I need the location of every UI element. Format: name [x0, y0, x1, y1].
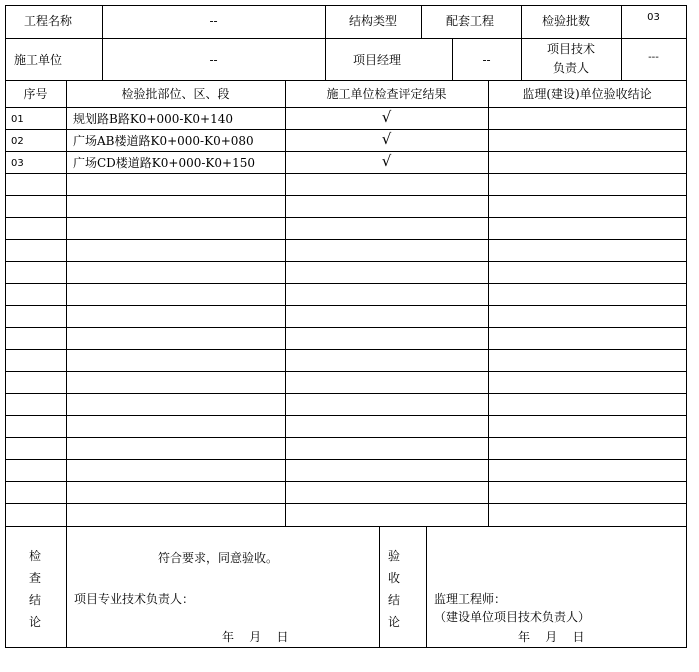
- project-manager-value: --: [482, 53, 491, 67]
- table-row-divider: [5, 217, 687, 218]
- table-row-divider: [5, 481, 687, 482]
- row-2-check-icon: √: [381, 130, 392, 148]
- row-3-no: 03: [11, 158, 24, 169]
- supervisor-sub: （建设单位项目技术负责人）: [434, 610, 591, 624]
- row-2-location: 广场AB楼道路K0+000-K0+080: [73, 134, 254, 148]
- row-2-no: 02: [11, 136, 24, 147]
- project-name-value: --: [209, 14, 218, 28]
- table-row-divider: [5, 349, 687, 350]
- row-1-location: 规划路B路K0+000-K0+140: [73, 112, 233, 126]
- supervisor-label: 监理工程师：: [434, 592, 507, 606]
- column-header-conclusion: 监理(建设)单位验收结论: [522, 87, 652, 101]
- project-name-label: 工程名称: [24, 14, 73, 28]
- table-row-divider: [5, 173, 687, 174]
- table-row-divider: [5, 371, 687, 372]
- inspection-signer: 项目专业技术负责人：: [74, 592, 195, 606]
- inspection-conclusion-label: 检 查 结 论: [28, 549, 41, 629]
- structure-type-label: 结构类型: [349, 14, 398, 28]
- batch-count-value: 03: [647, 12, 660, 23]
- table-row-divider: [5, 503, 687, 504]
- table-row-divider: [5, 305, 687, 306]
- column-header-result: 施工单位检查评定结果: [326, 87, 447, 101]
- row-3-location: 广场CD楼道路K0+000-K0+150: [73, 156, 255, 170]
- tech-lead-label-line2: 负责人: [552, 61, 589, 75]
- table-row-divider: [5, 283, 687, 284]
- table-row-divider: [5, 437, 687, 438]
- inspection-date: 年 月 日: [222, 630, 289, 644]
- table-row-divider: [5, 459, 687, 460]
- row-3-check-icon: √: [381, 152, 392, 170]
- table-row-divider: [5, 327, 687, 328]
- row-1-check-icon: √: [381, 108, 392, 126]
- column-header-no: 序号: [23, 87, 48, 101]
- inspection-text: 符合要求，同意验收。: [158, 551, 279, 565]
- column-header-location: 检验批部位、区、段: [121, 87, 230, 101]
- acceptance-conclusion-label: 验 收 结 论: [387, 549, 400, 629]
- construction-unit-label: 施工单位: [14, 53, 63, 67]
- construction-unit-value: --: [209, 53, 218, 67]
- table-row-divider: [5, 151, 687, 152]
- project-manager-label: 项目经理: [353, 53, 402, 67]
- acceptance-date: 年 月 日: [518, 630, 585, 644]
- table-row-divider: [5, 415, 687, 416]
- table-row-divider: [5, 393, 687, 394]
- table-row-divider: [5, 129, 687, 130]
- row-1-no: 01: [11, 114, 24, 125]
- tech-lead-label-line1: 项目技术: [546, 42, 595, 56]
- table-row-divider: [5, 239, 687, 240]
- table-row-divider: [5, 195, 687, 196]
- batch-count-label: 检验批数: [542, 14, 591, 28]
- table-row-divider: [5, 261, 687, 262]
- tech-lead-value: ---: [648, 52, 659, 63]
- supporting-works-label: 配套工程: [446, 14, 495, 28]
